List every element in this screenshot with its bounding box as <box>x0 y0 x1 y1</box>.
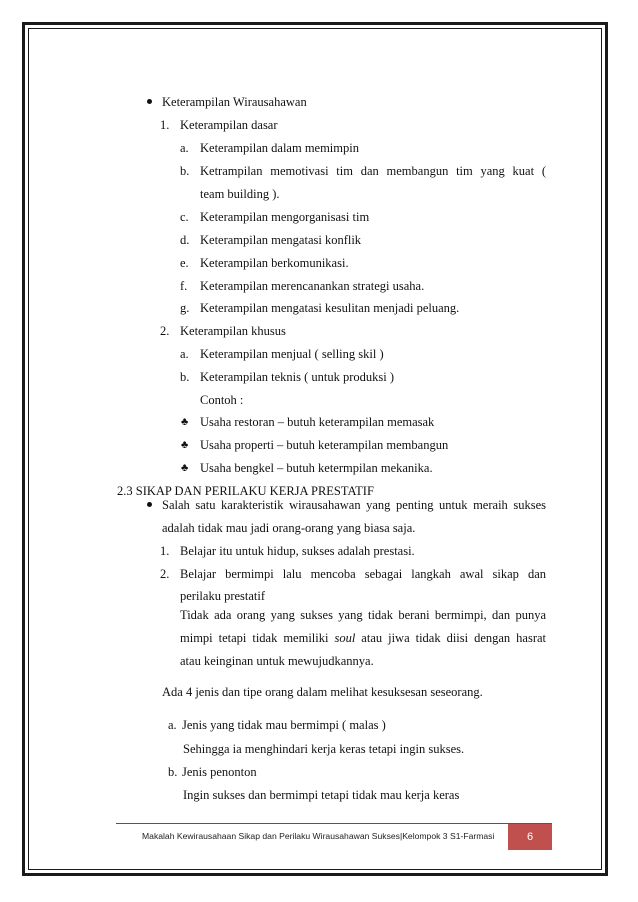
item-marker: e. <box>180 256 189 270</box>
section-title: 2.3 SIKAP DAN PERILAKU KERJA PRESTATIF <box>117 484 374 498</box>
list-number: 1. <box>160 544 170 558</box>
list-item: Keterampilan merencanankan strategi usaha. <box>200 279 425 293</box>
list-title: Keterampilan khusus <box>180 324 286 338</box>
item-marker: b. <box>180 164 190 178</box>
club-icon: ♣ <box>181 462 189 474</box>
list-item: Keterampilan berkomunikasi. <box>200 256 349 270</box>
list-item: Keterampilan dalam memimpin <box>200 141 359 155</box>
club-icon: ♣ <box>181 416 189 428</box>
paragraph-line <box>180 630 546 646</box>
list-item-continuation: team building ). <box>200 187 280 201</box>
emphasis-word: soul <box>334 631 356 645</box>
footer-rule <box>116 823 552 824</box>
summary-line: Ada 4 jenis dan tipe orang dalam melihat kesuksesan seseorang. <box>162 685 483 699</box>
page-number-badge: 6 <box>508 824 552 850</box>
footer-text: Makalah Kewirausahaan Sikap dan Perilaku Wirausahawan Sukses|Kelompok 3 S1-Farmasi <box>142 831 495 841</box>
list-number: 2. <box>160 567 170 581</box>
example-item: Usaha restoran – butuh keterampilan memasak <box>200 415 435 429</box>
item-marker: b. <box>180 370 190 384</box>
list-item: Belajar bermimpi lalu mencoba sebagai langkah awal sikap dan <box>180 567 546 581</box>
paragraph-text: mimpi tetapi tidak memiliki <box>180 631 329 645</box>
list-number: 1. <box>160 118 170 132</box>
list-item: Keterampilan menjual ( selling skil ) <box>200 347 384 361</box>
item-marker: d. <box>180 233 190 247</box>
list-item: Keterampilan mengatasi konflik <box>200 233 362 247</box>
item-marker: a. <box>168 718 177 732</box>
type-description: Sehingga ia menghindari kerja keras tetapi ingin sukses. <box>183 742 465 756</box>
list-item: Keterampilan teknis ( untuk produksi ) <box>200 370 395 384</box>
contoh-label: Contoh : <box>200 393 244 407</box>
list-item-continuation: perilaku prestatif <box>180 589 266 603</box>
paragraph-line: atau keinginan untuk mewujudkannya. <box>180 654 374 668</box>
item-marker: f. <box>180 279 188 293</box>
bullet-icon <box>147 502 152 507</box>
item-marker: a. <box>180 347 189 361</box>
bullet-heading: Keterampilan Wirausahawan <box>162 95 307 109</box>
club-icon: ♣ <box>181 439 189 451</box>
list-item: Ketrampilan memotivasi tim dan membangun tim yang kuat ( <box>200 164 546 178</box>
example-item: Usaha bengkel – butuh ketermpilan mekanika. <box>200 461 433 475</box>
bullet-icon <box>147 99 152 104</box>
bullet-paragraph-line: Salah satu karakteristik wirausahawan yang penting untuk meraih sukses <box>162 498 546 512</box>
bullet-paragraph-line: adalah tidak mau jadi orang-orang yang biasa saja. <box>162 521 416 535</box>
type-item: Jenis yang tidak mau bermimpi ( malas ) <box>182 718 386 732</box>
item-marker: g. <box>180 301 190 315</box>
paragraph-line: Tidak ada orang yang sukses yang tidak berani bermimpi, dan punya <box>180 608 546 622</box>
list-item: Keterampilan mengorganisasi tim <box>200 210 370 224</box>
item-marker: c. <box>180 210 189 224</box>
list-item: Belajar itu untuk hidup, sukses adalah prestasi. <box>180 544 415 558</box>
list-number: 2. <box>160 324 170 338</box>
item-marker: a. <box>180 141 189 155</box>
list-item: Keterampilan mengatasi kesulitan menjadi peluang. <box>200 301 460 315</box>
type-item: Jenis penonton <box>182 765 257 779</box>
item-marker: b. <box>168 765 178 779</box>
list-title: Keterampilan dasar <box>180 118 278 132</box>
example-item: Usaha properti – butuh keterampilan membangun <box>200 438 449 452</box>
type-description: Ingin sukses dan bermimpi tetapi tidak mau kerja keras <box>183 788 460 802</box>
paragraph-text: atau jiwa tidak diisi dengan hasrat <box>361 631 547 645</box>
